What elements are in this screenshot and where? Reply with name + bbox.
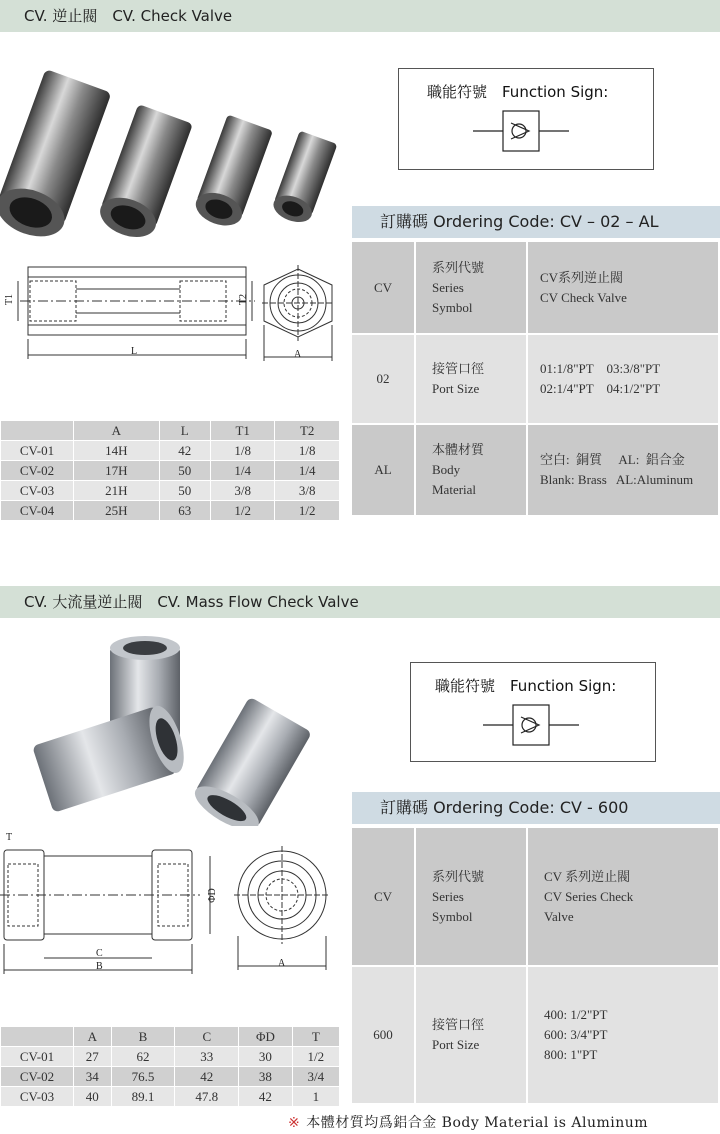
ordering-table-2: [352, 828, 720, 1105]
ordering-row: 600 接管口徑 Port Size 400: 1/2"PT 600: 3/4"PT 800: 1"PT: [352, 966, 719, 1104]
drawing-label-c: C: [96, 948, 103, 959]
mass-flow-valve-drawing: [0, 836, 345, 976]
ordering-code-bar-1: 訂購碼 Ordering Code: CV – 02 – AL: [352, 206, 720, 238]
section2-banner: CV. 大流量逆止閥 CV. Mass Flow Check Valve: [0, 586, 720, 618]
table-header-row: A L T1 T2: [1, 421, 340, 441]
table-row: CV-04 25H 63 1/2 1/2: [1, 501, 340, 521]
drawing-label-b: B: [96, 961, 103, 972]
ordering-row: AL 本體材質 Body Material 空白: 銅質 AL: 鋁合金 Blank: Brass AL:Aluminum: [352, 424, 719, 516]
check-valve-symbol-icon: [483, 703, 579, 747]
function-sign-title: 職能符號 Function Sign:: [427, 83, 609, 101]
ordering-row: CV 系列代號 Series Symbol CV 系列逆止閥 CV Series Check Valve: [352, 828, 719, 966]
table-row: CV-03 21H 50 3/8 3/8: [1, 481, 340, 501]
ordering-row: CV 系列代號 Series Symbol CV系列逆止閥 CV Check Valve: [352, 242, 719, 334]
section1-banner: CV. 逆止閥 CV. Check Valve: [0, 0, 720, 32]
ordering-table-1: [352, 242, 720, 517]
check-valve-photo: [0, 40, 345, 240]
drawing-label-t: T: [6, 832, 13, 843]
drawing-label-t2: T2: [238, 293, 250, 306]
table-row: CV-02 17H 50 1/4 1/4: [1, 461, 340, 481]
dimension-table-1: [0, 420, 340, 521]
table-row: CV-01 27 62 33 30 1/2: [1, 1047, 340, 1067]
table-row: CV-03 40 89.1 47.8 42 1: [1, 1087, 340, 1107]
dimension-table-2: [0, 1026, 340, 1107]
drawing-label-a2: A: [278, 958, 286, 969]
drawing-label-phid: ΦD: [206, 888, 218, 903]
drawing-label-l: L: [131, 346, 138, 357]
ordering-code-bar-2: 訂購碼 Ordering Code: CV - 600: [352, 792, 720, 824]
footer-note: ※ 本體材質均爲鋁合金 Body Material is Aluminum: [288, 1115, 649, 1131]
table-header-row: A B C ΦD T: [1, 1027, 340, 1047]
drawing-label-a: A: [294, 349, 302, 360]
drawing-label-t1: T1: [4, 293, 16, 306]
function-sign-title: 職能符號 Function Sign:: [435, 677, 617, 695]
mass-flow-valve-photo: [0, 626, 345, 826]
function-sign-box-1: [398, 68, 654, 170]
ordering-row: 02 接管口徑 Port Size 01:1/8"PT 03:3/8"PT 02:1/4"PT 04:1/2"PT: [352, 334, 719, 424]
reference-mark-icon: ※: [288, 1115, 301, 1131]
table-row: CV-02 34 76.5 42 38 3/4: [1, 1067, 340, 1087]
table-row: CV-01 14H 42 1/8 1/8: [1, 441, 340, 461]
function-sign-box-2: [410, 662, 656, 762]
check-valve-symbol-icon: [473, 109, 569, 153]
